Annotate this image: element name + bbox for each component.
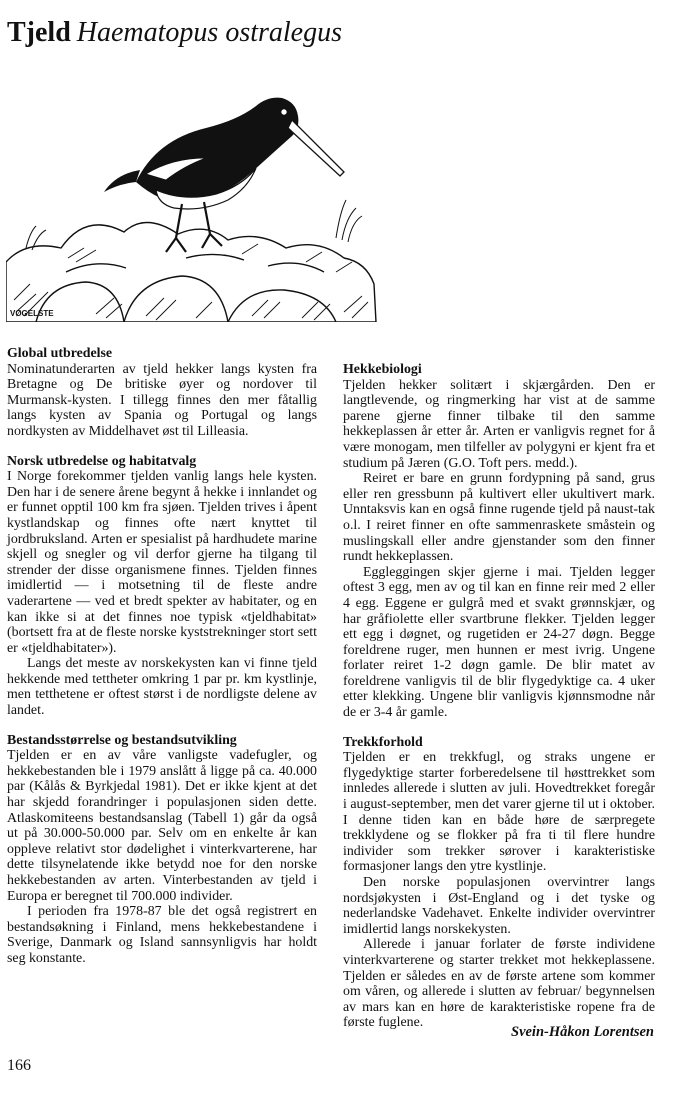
- page-title: [7, 16, 342, 50]
- section-heading: Hekkebiologi: [343, 362, 422, 377]
- paragraph: Allerede i januar forlater de første individene vinterkvarterene og starter trekket mot hekkeplassene. Tjelden er således en av de første artene som kommer om våren, og allerede i slutten av februar/ begynnelsen av mars kan en høre de karakteristiske ropene fra de første fuglene.: [343, 937, 655, 1031]
- species-latin-name: Haematopus ostralegus: [76, 17, 343, 48]
- paragraph: Tjelden hekker solitært i skjærgården. Den er langtlevende, og ringmerking har vist at de samme parene gjerne finner tilbake til den samme hekkeplassen år etter år. Arten er vanligvis regnet for å være monogam, men tilfeller av polygyni er kjent fra et studium på Jæren (G.O. Toft pers. medd.).: [343, 377, 655, 471]
- paragraph: Langs det meste av norskekysten kan vi finne tjeld hekkende med tettheter omkring 1 par pr. km kystlinje, men tetthetene er oftest størst i de nordligste delene av landet.: [7, 656, 317, 719]
- section-migration: [343, 735, 655, 1031]
- section-population: [7, 733, 317, 967]
- section-heading: Norsk utbredelse og habitatvalg: [7, 453, 197, 469]
- left-column: [7, 346, 317, 981]
- paragraph: Nominatunderarten av tjeld hekker langs kysten fra Bretagne og De britiske øyer og nordover til Murmansk-kysten. I tillegg finnes den mer fåtallig langs kysten av Spania og Portugal og langs nordkysten av Middelhavet øst til Lilleasia.: [7, 361, 317, 439]
- oystercatcher-illustration: [6, 62, 380, 322]
- section-heading: Trekkforhold: [343, 734, 423, 750]
- paragraph: I perioden fra 1978-87 ble det også registrert en bestandsøkning i Finland, mens hekkebestandene i Sverige, Danmark og Island sannsynligvis har holdt seg konstante.: [7, 904, 317, 966]
- section-heading: Global utbredelse: [7, 346, 113, 361]
- section-global-distribution: [7, 346, 317, 440]
- paragraph: Reiret er bare en grunn fordypning på sand, grus eller ren gressbunn på kultivert eller ukultivert mark. Unntaksvis kan en også finne rugende tjeld på naust-tak o.l. I reiret finner en ofte sammenraskete småstein og muslingskall eller andre gjenstander som den finner rundt hekkeplassen.: [343, 471, 655, 565]
- bird-drawing: [6, 62, 380, 322]
- paragraph: Tjelden er en av våre vanligste vadefugler, og hekkebestanden ble i 1979 anslått å ligge på ca. 40.000 par (Kålås & Byrkjedal 1981). Det er ikke kjent at det har skjedd forandringer i populasjonen siden dette. Atlaskomiteens bestandsanslag (Tabell 1) går da også ut på 30.000-50.000 par. Selv om en enkelte år kan oppleve relativt stor dødelighet i vinterkvarterene, har dette tilsynelatende ikke betydd noe for den norske hekkebestanden av arten. Vinterbestanden av tjeld i Europa er beregnet til 700.000 individer.: [7, 748, 317, 904]
- right-column: [343, 362, 655, 1045]
- species-common-name: Tjeld: [7, 17, 71, 48]
- author-name: Svein-Håkon Lorentsen: [511, 1024, 654, 1040]
- section-heading: Bestandsstørrelse og bestandsutvikling: [7, 732, 237, 748]
- paragraph: Eggleggingen skjer gjerne i mai. Tjelden legger oftest 3 egg, men av og til kan en finne reir med 2 eller 4 egg. Eggene er gulgrå med et svakt grønnskjær, og har gråfiolette eller svartbrune flekker. Tjelden legger ett egg i døgnet, og rugetiden er 24-27 døgn. Begge foreldrene ruger, men hunnen er mest ivrig. Ungene forlater reiret 1-2 døgn gamle. De blir matet av foreldrene vanligvis til de blir flygedyktige ca. 4 uker etter klekking. Ungene blir vanligvis kjønnsmodne når de er 3-4 år gamle.: [343, 564, 655, 721]
- paragraph: I Norge forekommer tjelden vanlig langs hele kysten. Den har i de senere årene begynt å hekke i innlandet og er funnet opptil 100 km fra sjøen. Tjelden trives i åpent kystlandskap og finnes ofte nært knyttet til jordbruksland. Arten er spesialist på hardhudete marine skjell og snegler og vil derfor gjerne ha tilgang til strender der disse organismene finnes. Tjelden finnes imidlertid — i motsetning til de fleste andre vaderartene — ved et bredt spekter av habitater, og en kan ikke si at det finnes noe typisk «tjeldhabitat» (bortsett fra at de fleste norske kyststrekninger stort sett er «tjeldhabitater»).: [7, 469, 317, 656]
- illustration-signature: VØGELSTE: [10, 309, 54, 318]
- section-breeding-biology: [343, 362, 655, 721]
- section-norwegian-distribution: [7, 454, 317, 719]
- paragraph: Den norske populasjonen overvintrer langs nordsjøkysten i Øst-England og i det tyske og nederlandske Vadehavet. Enkelte individer overvintrer imidlertid langs norskekysten.: [343, 875, 655, 937]
- page-number: 166: [7, 1057, 31, 1074]
- paragraph: Tjelden er en trekkfugl, og straks ungene er flygedyktige starter forberedelsene til høsttrekket som innledes allerede i slutten av juli. Hovedtrekket foregår i august-september, men det varer gjerne til ut i oktober. I denne tiden kan en både høre de særpregete trekklydene og se flokker på fra ti til flere hundre individer som trekker sørover i karakteristiske formasjoner langs den ytre kystlinje.: [343, 750, 655, 875]
